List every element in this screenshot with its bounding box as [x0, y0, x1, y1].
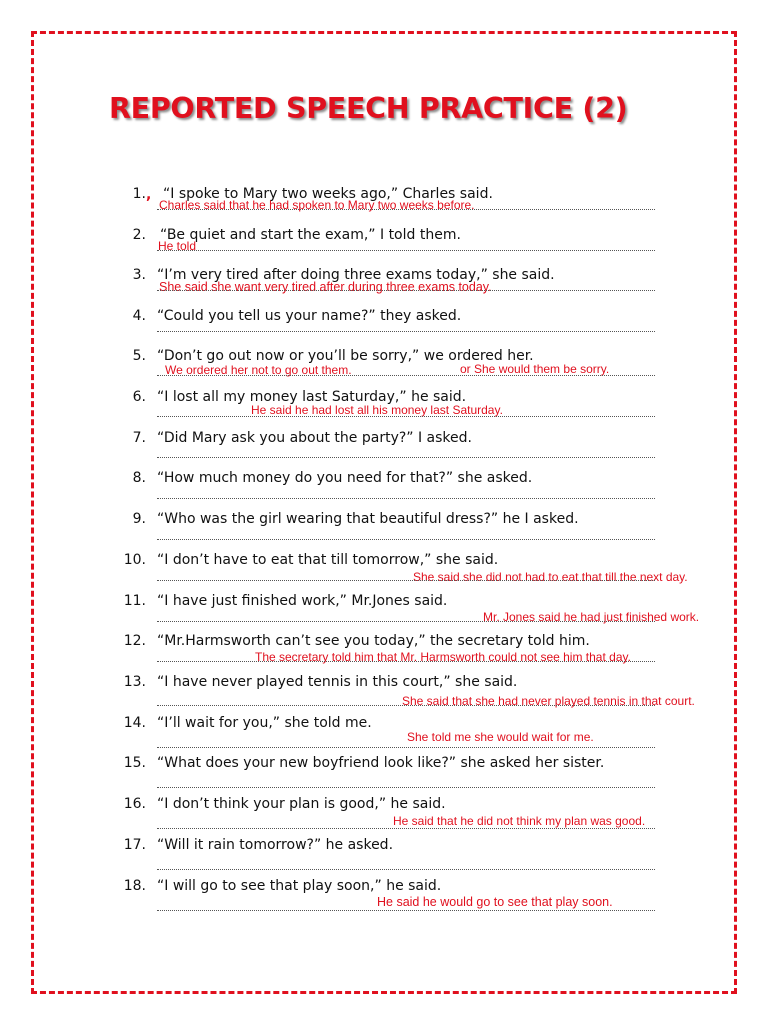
- item-number: 15.: [123, 755, 146, 771]
- exercise-item-5: [0, 348, 768, 388]
- question-text: “What does your new boyfriend look like?” she asked her sister.: [157, 755, 605, 771]
- answer-line: [157, 498, 655, 499]
- exercise-item-9: [0, 511, 768, 551]
- item-number: 2.: [132, 227, 146, 243]
- answer-line: [157, 621, 655, 622]
- page-title: REPORTED SPEECH PRACTICE (2): [109, 92, 628, 125]
- answer-line: [157, 828, 655, 829]
- item-number: 5.: [132, 348, 146, 364]
- answer-line: [157, 375, 655, 376]
- question-text: “I don’t think your plan is good,” he said.: [157, 796, 446, 812]
- handwritten-answer[interactable]: She said she want very tired after during three exams today.: [159, 280, 492, 294]
- exercise-item-11: [0, 593, 768, 633]
- question-text: “I spoke to Mary two weeks ago,” Charles said.: [163, 186, 493, 202]
- item-number: 14.: [123, 715, 146, 731]
- exercise-item-6: [0, 389, 768, 429]
- question-text: “I lost all my money last Saturday,” he said.: [157, 389, 467, 405]
- red-tick-mark: ,: [146, 187, 152, 203]
- exercise-item-3: [0, 267, 768, 307]
- question-text: “I don’t have to eat that till tomorrow,” she said.: [157, 552, 499, 568]
- item-number: 13.: [123, 674, 146, 690]
- item-number: 12.: [123, 633, 146, 649]
- answer-line: [157, 661, 655, 662]
- handwritten-answer[interactable]: He told: [158, 239, 197, 253]
- answer-line: [157, 290, 655, 291]
- exercise-item-4: [0, 308, 768, 348]
- question-text: “Mr.Harmsworth can’t see you today,” the secretary told him.: [157, 633, 590, 649]
- handwritten-answer[interactable]: She told me she would wait for me.: [407, 730, 594, 744]
- item-number: 11.: [123, 593, 146, 609]
- answer-line: [157, 331, 655, 332]
- handwritten-answer[interactable]: Charles said that he had spoken to Mary two weeks before.: [159, 198, 475, 212]
- item-number: 17.: [123, 837, 146, 853]
- answer-line: [157, 747, 655, 748]
- question-text: “I have never played tennis in this court,” she said.: [157, 674, 518, 690]
- handwritten-answer[interactable]: We ordered her not to go out them.: [165, 363, 352, 377]
- answer-line: [157, 705, 655, 706]
- handwritten-answer[interactable]: The secretary told him that Mr. Harmsworth could not see him that day.: [255, 650, 631, 664]
- handwritten-answer[interactable]: She said she did not had to eat that till the next day.: [413, 570, 688, 584]
- exercise-item-14: [0, 715, 768, 755]
- item-number: 1.: [132, 186, 146, 202]
- handwritten-answer[interactable]: He said he would go to see that play soon.: [377, 895, 613, 909]
- question-text: “Did Mary ask you about the party?” I asked.: [157, 430, 472, 446]
- answer-line: [157, 250, 655, 251]
- answer-line: [157, 209, 655, 210]
- exercise-item-17: [0, 837, 768, 877]
- exercise-item-16: [0, 796, 768, 836]
- answer-line: [157, 539, 655, 540]
- answer-line: [157, 869, 655, 870]
- exercise-item-18: [0, 878, 768, 918]
- exercise-item-15: [0, 755, 768, 795]
- question-text: “I’m very tired after doing three exams today,” she said.: [157, 267, 555, 283]
- item-number: 3.: [132, 267, 146, 283]
- question-text: “I have just finished work,” Mr.Jones said.: [157, 593, 448, 609]
- exercise-item-10: [0, 552, 768, 592]
- exercise-item-13: [0, 674, 768, 714]
- item-number: 16.: [123, 796, 146, 812]
- item-number: 10.: [123, 552, 146, 568]
- answer-line: [157, 787, 655, 788]
- exercise-item-1: [0, 186, 768, 226]
- answer-line: [157, 910, 655, 911]
- answer-line: [157, 580, 655, 581]
- handwritten-answer[interactable]: He said that he did not think my plan was good.: [393, 814, 646, 828]
- question-text: “Could you tell us your name?” they asked.: [157, 308, 462, 324]
- item-number: 4.: [132, 308, 146, 324]
- item-number: 18.: [123, 878, 146, 894]
- question-text: “Don’t go out now or you’ll be sorry,” we ordered her.: [157, 348, 534, 364]
- handwritten-answer[interactable]: Mr. Jones said he had just finished work.: [483, 610, 700, 624]
- question-text: “I will go to see that play soon,” he said.: [157, 878, 442, 894]
- handwritten-answer[interactable]: She said that she had never played tennis in that court.: [402, 694, 695, 708]
- exercise-item-12: [0, 633, 768, 673]
- question-text: “I’ll wait for you,” she told me.: [157, 715, 372, 731]
- answer-line: [157, 457, 655, 458]
- question-text: “Who was the girl wearing that beautiful dress?” he I asked.: [157, 511, 579, 527]
- item-number: 9.: [132, 511, 146, 527]
- exercise-item-2: [0, 227, 768, 267]
- handwritten-answer-alternative[interactable]: or She would them be sorry.: [460, 362, 610, 376]
- answer-line: [157, 416, 655, 417]
- question-text: “How much money do you need for that?” she asked.: [157, 470, 533, 486]
- handwritten-answer[interactable]: He said he had lost all his money last Saturday.: [251, 403, 503, 417]
- item-number: 7.: [132, 430, 146, 446]
- question-text: “Be quiet and start the exam,” I told them.: [160, 227, 461, 243]
- exercise-item-7: [0, 430, 768, 470]
- item-number: 8.: [132, 470, 146, 486]
- item-number: 6.: [132, 389, 146, 405]
- question-text: “Will it rain tomorrow?” he asked.: [157, 837, 394, 853]
- exercise-item-8: [0, 470, 768, 510]
